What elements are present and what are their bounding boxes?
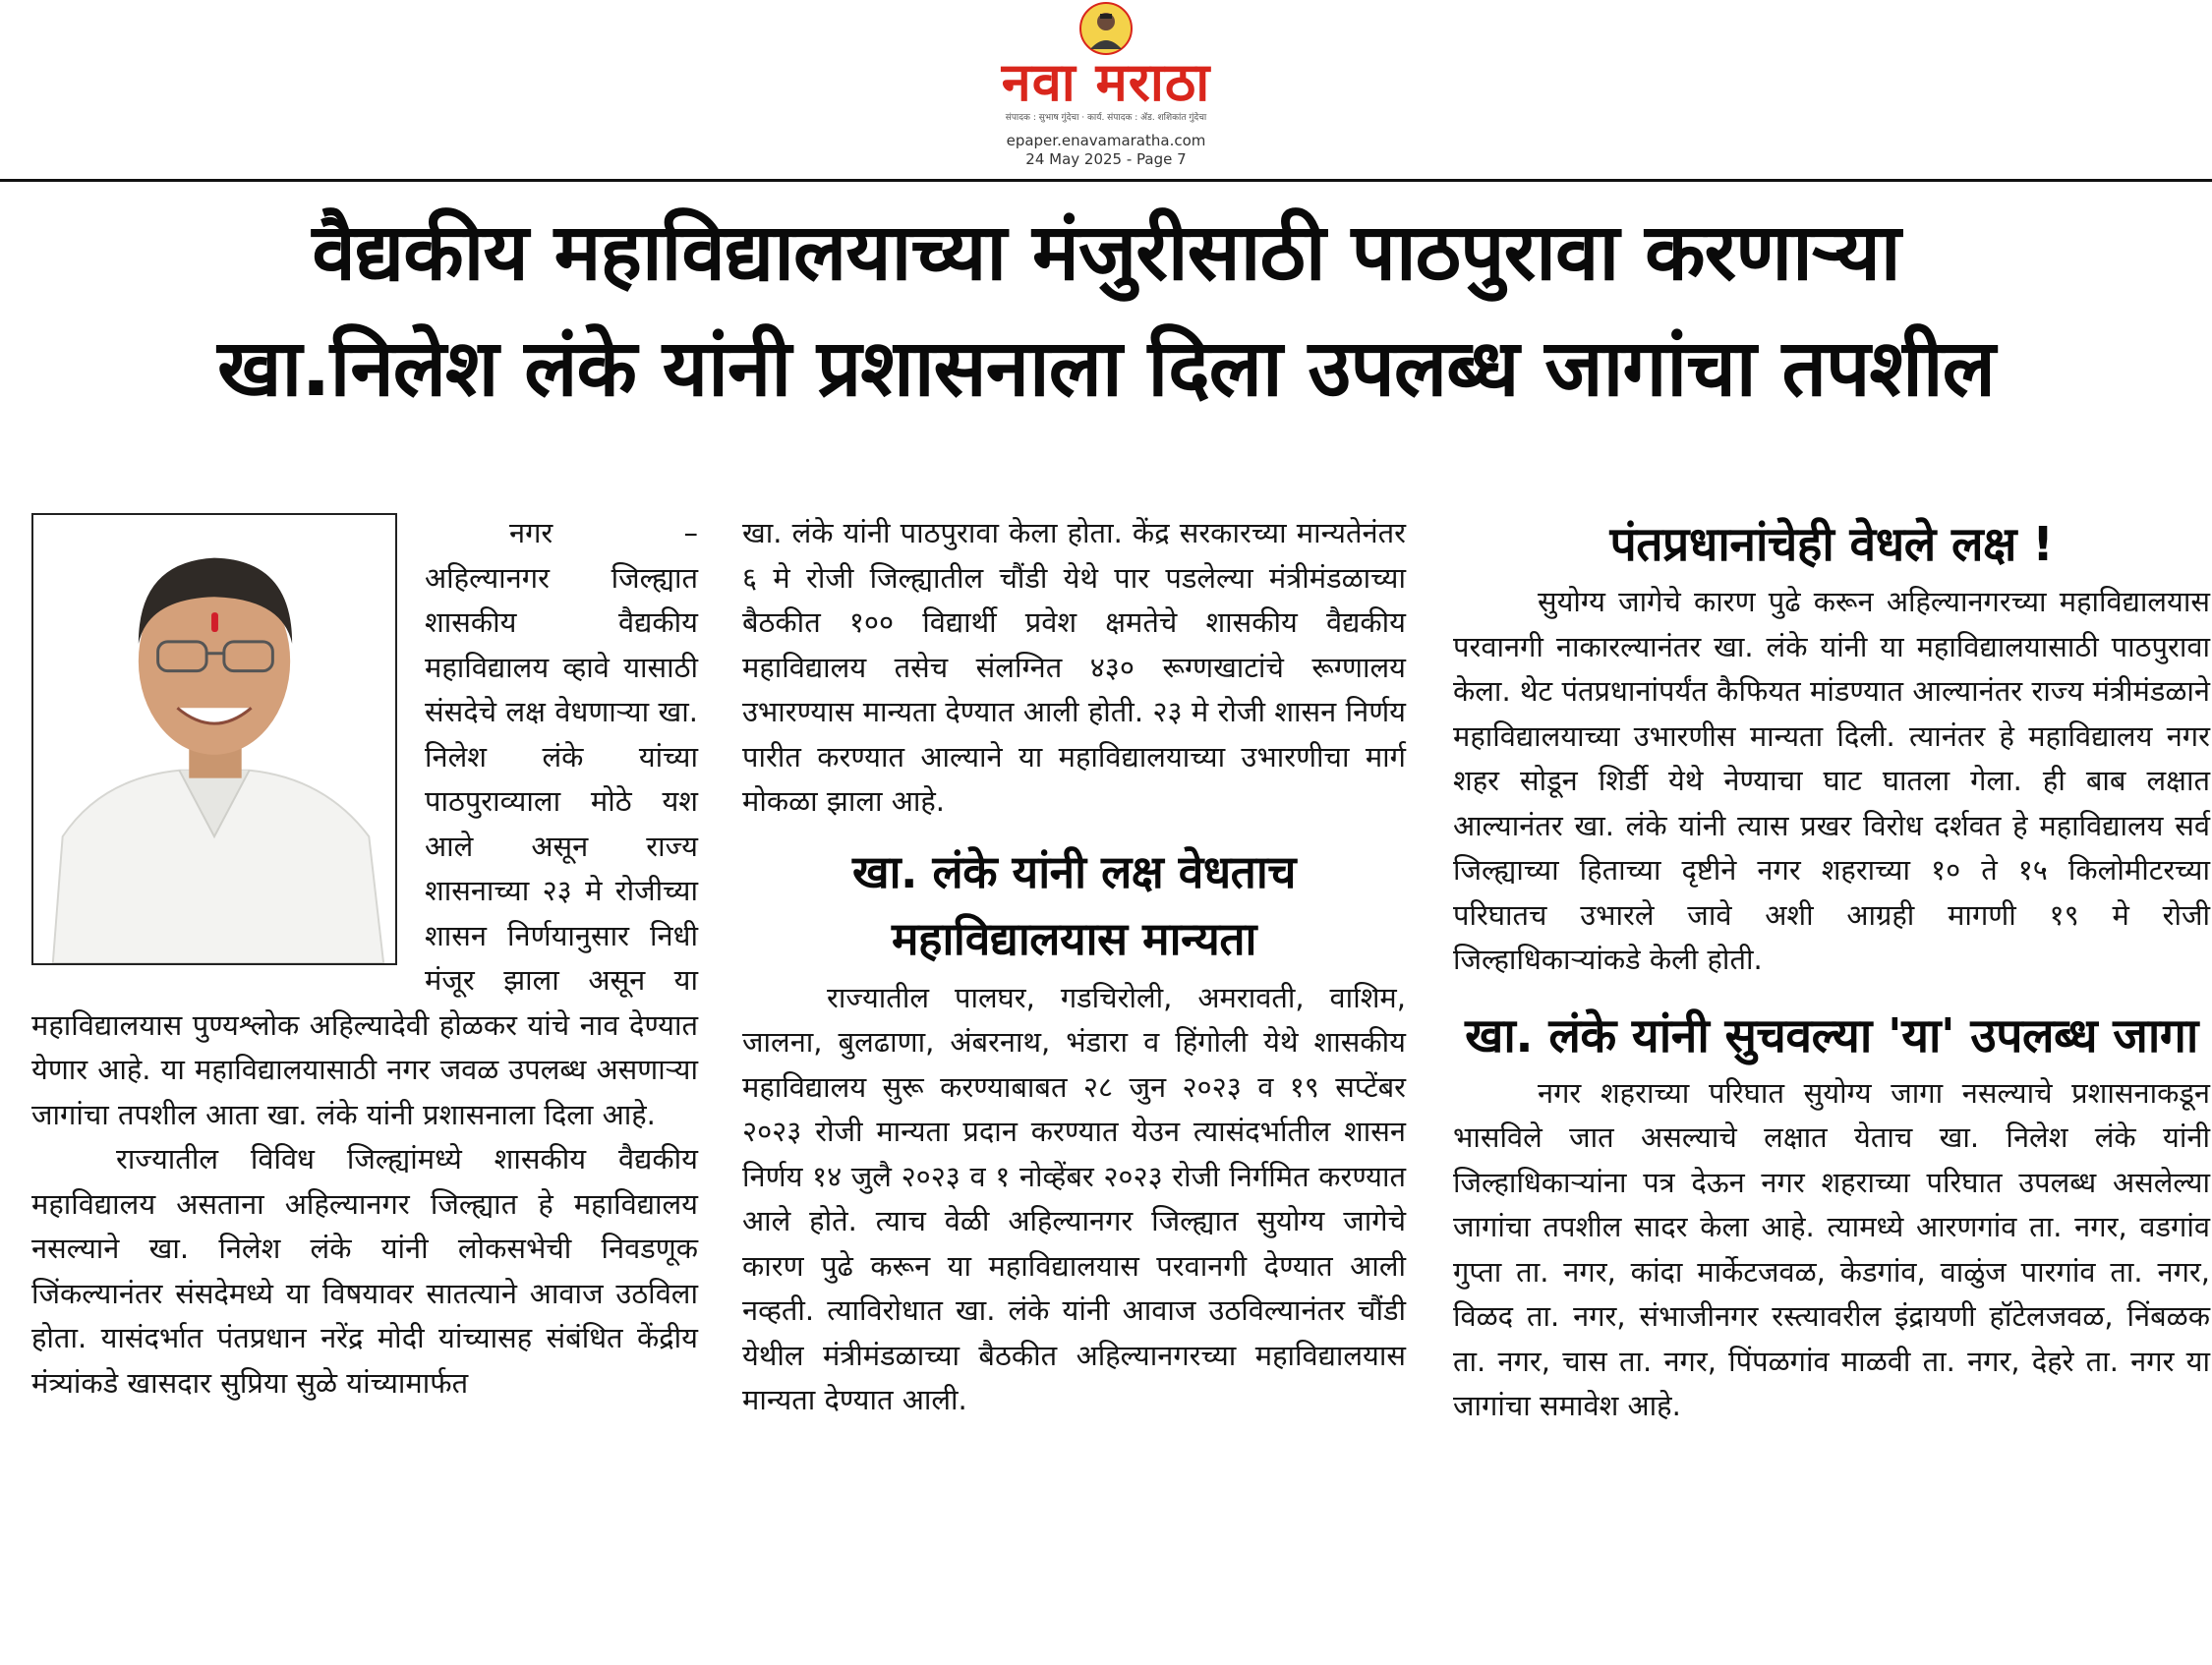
date-page: 24 May 2025 - Page 7 [1025,150,1187,168]
mp-photo [31,513,397,965]
edition-info [909,132,1303,169]
person-portrait-icon [33,515,395,963]
article-column-3 [1453,511,2210,1429]
main-headline [29,195,2183,427]
headline-line-2: खा.निलेश लंके यांनी प्रशासनाला दिला उपलब्ध जागांचा तपशील [217,322,1995,414]
masthead [0,0,2212,183]
headline-line-1: वैद्यकीय महाविद्यालयाच्या मंजुरीसाठी पाठपुरावा करणाऱ्या [312,206,1900,298]
article-column-2 [742,511,1406,1423]
subheading-locations: खा. लंके यांनी सुचवल्या 'या' उपलब्ध जागा [1465,1007,2198,1063]
article-paragraph: राज्यातील विविध जिल्ह्यांमध्ये शासकीय वैद्यकीय महाविद्यालय असताना अहिल्यानगर जिल्ह्यात हे महाविद्यालय नसल्याने खा. निलेश लंके यांनी लोकसभेची निवडणूक जिंकल्यानंतर संसदेमध्ये या विषयावर सातत्याने आवाज उठविला होता. यासंदर्भात पंतप्रधान नरेंद्र मोदी यांच्यासह संबंधित केंद्रीय मंत्र्यांकडे खासदार सुप्रिया सुळे यांच्यामार्फत [31,1142,698,1400]
newspaper-logo [944,0,1268,126]
article-paragraph: नगर शहराच्या परिघात सुयोग्य जागा नसल्याचे प्रशासनाकडून भासविले जात असल्याचे लक्षात येताच खा. निलेश लंके यांनी जिल्हाधिकाऱ्यांना पत्र देऊन नगर शहराच्या परिघात उपलब्ध असलेल्या जागांचा तपशील सादर केला आहे. त्यामध्ये आरणगांव ता. नगर, वडगांव गुप्ता ता. नगर, कांदा मार्केटजवळ, केडगांव, वाळुंज पारगांव ता. नगर, विळद ता. नगर, संभाजीनगर रस्त्यावरील इंद्रायणी हॉटेलजवळ, निंबळक ता. नगर, चास ता. नगर, पिंपळगांव माळवी ता. नगर, देहरे ता. नगर या जागांचा समावेश आहे. [1453,1075,2210,1422]
article-paragraph: खा. लंके यांनी पाठपुरावा केला होता. केंद्र सरकारच्या मान्यतेनंतर ६ मे रोजी जिल्ह्यातील चौंडी येथे पार पडलेल्या मंत्रीमंडळाच्या बैठकीत १०० विद्यार्थी प्रवेश क्षमतेचे शासकीय वैद्यकीय महाविद्यालय तसेच संलग्नित ४३० रूग्णखाटांचे रूग्णालय उभारण्यास मान्यता देण्यात आली होती. २३ मे रोजी शासन निर्णय पारीत करण्यात आल्याने या महाविद्यालयाच्या उभारणीचा मार्ग मोकळा झाला आहे. [742,516,1406,818]
article-paragraph: सुयोग्य जागेचे कारण पुढे करून अहिल्यानगरच्या महाविद्यालयास परवानगी नाकारल्यानंतर खा. लंके यांनी या महाविद्यालयासाठी पाठपुरावा केला. थेट पंतप्रधानांपर्यंत कैफियत मांडण्यात आल्यानंतर राज्य मंत्रीमंडळाने महाविद्यालयाच्या उभारणीस मान्यता दिली. त्यानंतर हे महाविद्यालय नगर शहर सोडून शिर्डी येथे नेण्याचा घाट घातला गेला. ही बाब लक्षात आल्यानंतर खा. लंके यांनी त्यास प्रखर विरोध दर्शवत हे महाविद्यालय सर्व जिल्ह्याच्या हिताच्या दृष्टीने नगर शहराच्या १० ते १५ किलोमीटरच्या परिघातच उभारले जावे अशी आग्रही मागणी १९ मे रोजी जिल्हाधिकाऱ्यांकडे केली होती. [1453,585,2210,976]
subheading [742,838,1406,972]
subheading-line-1: खा. लंके यांनी लक्ष वेधताच [851,844,1296,898]
masthead-divider [0,179,2212,182]
subheading-line-2: महाविद्यालयास मान्यता [892,911,1256,965]
article-paragraph: राज्यातील पालघर, गडचिरोली, अमरावती, वाशिम, जालना, बुलढाणा, अंबरनाथ, भंडारा व हिंगोली येथे शासकीय महाविद्यालय सुरू करण्याबाबत २८ जुन २०२३ व १९ सप्टेंबर २०२३ रोजी मान्यता प्रदान करण्यात येउन त्यासंदर्भातील शासन निर्णय १४ जुलै २०२३ व १ नोव्हेंबर २०२३ रोजी निर्गमित करण्यात आले होते. त्याच वेळी अहिल्यानगर जिल्ह्यात सुयोग्य जागेचे कारण पुढे करून या महाविद्यालयास परवानगी देण्यात आली नव्हती. त्याविरोधात खा. लंके यांनी आवाज उठविल्यानंतर चौंडी येथील मंत्रीमंडळाच्या बैठकीत अहिल्यानगरच्या महाविद्यालयास मान्यता देण्यात आली. [742,980,1406,1416]
article-paragraph: नगर – अहिल्यानगर जिल्ह्यात शासकीय वैद्यकीय महाविद्यालय व्हावे यासाठी संसदेचे लक्ष वेधणाऱ्या खा. निलेश लंके यांच्या पाठपुराव्याला मोठे यश आले असून राज्य शासनाच्या २३ मे रोजीच्या शासन निर्णयानुसार निधी मंजूर झाला असून या महाविद्यालयास पुण्यश्लोक अहिल्यादेवी होळकर यांचे नाव देण्यात येणार आहे. या महाविद्यालयासाठी नगर जवळ उपलब्ध असणाऱ्या जागांचा तपशील आता खा. लंके यांनी प्रशासनाला दिला आहे. [31,516,698,1131]
subheading-pm: पंतप्रधानांचेही वेधले लक्ष ! [1609,517,2054,572]
logo-tagline: संपादक : सुभाष गुंदेचा · कार्य. संपादक : ॲड. शशिकांत गुंदेचा [1005,113,1207,123]
site-url: epaper.enavamaratha.com [1006,132,1206,149]
editor-portrait-icon [1078,0,1134,57]
article-column-1 [31,511,698,1406]
logo-wordmark: नवा मराठा [1001,51,1211,113]
